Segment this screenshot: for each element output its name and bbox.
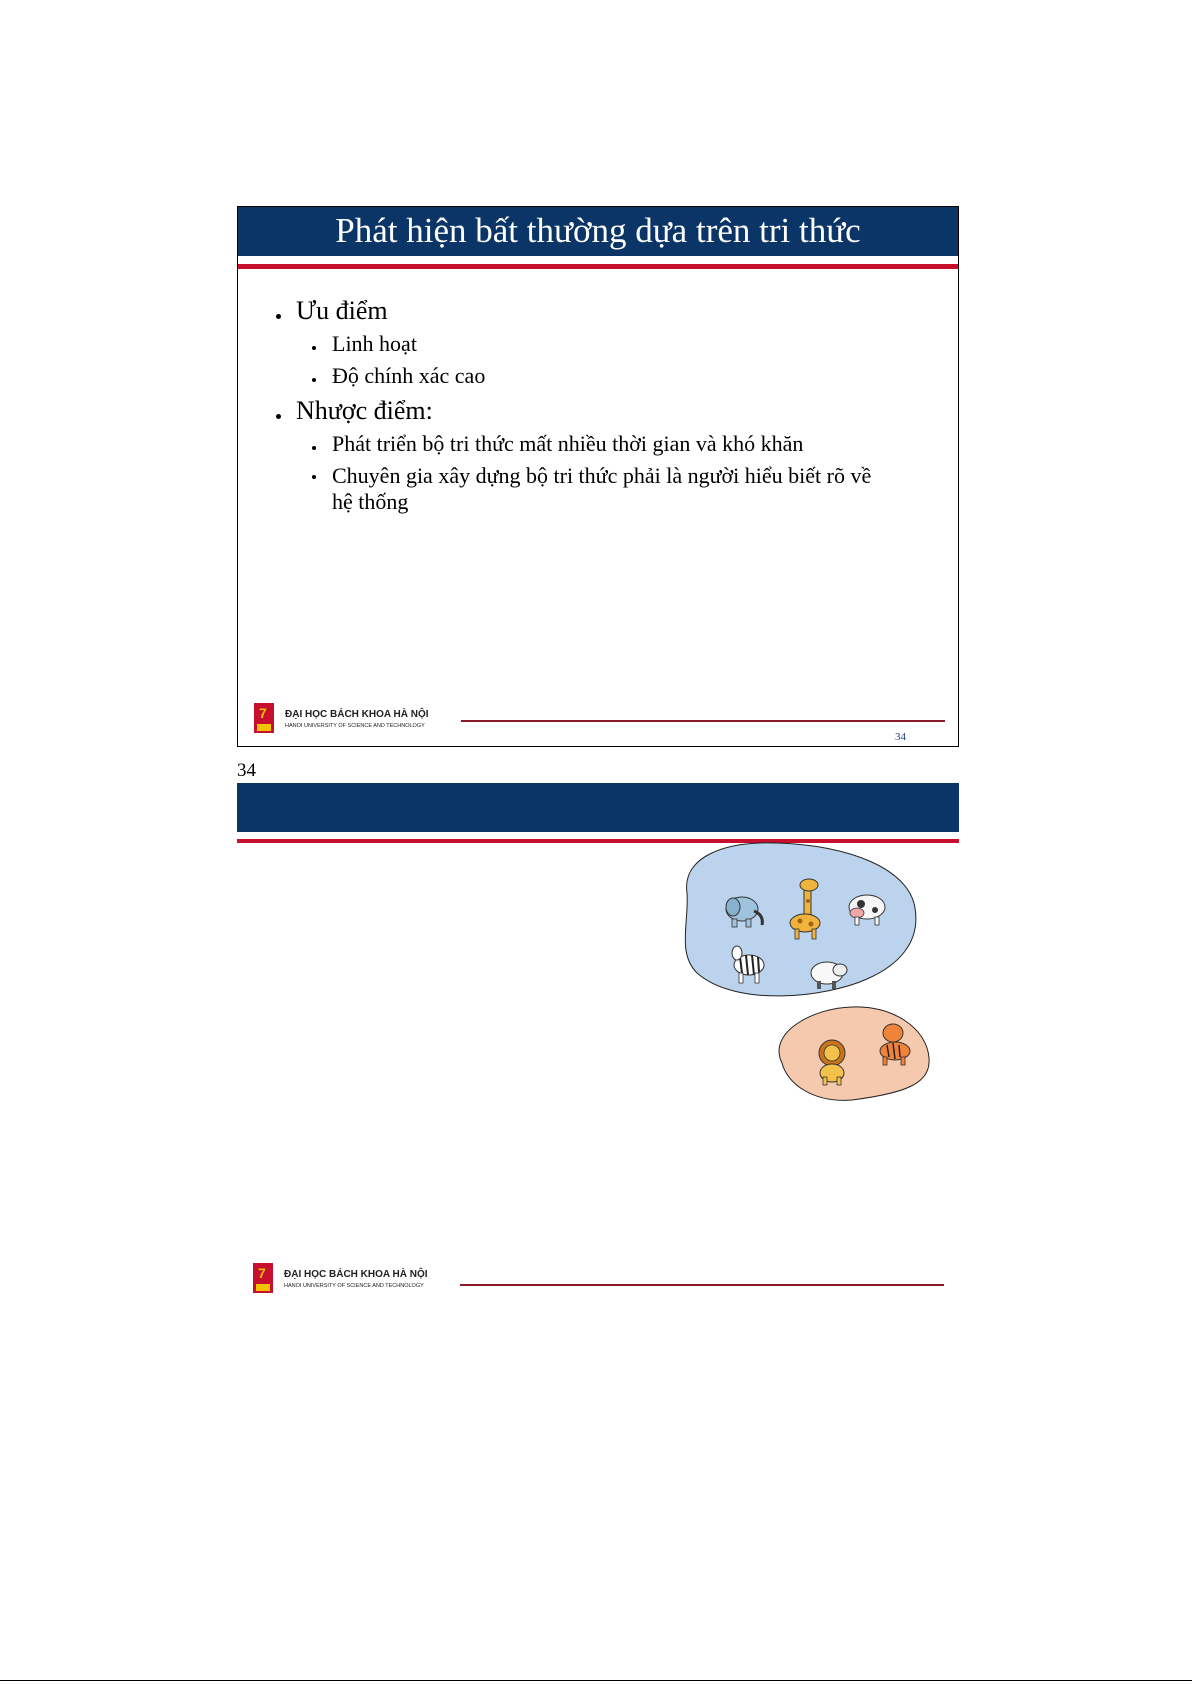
bullet-list — [274, 295, 934, 521]
sub-bullet — [310, 331, 934, 357]
bullet-icon — [312, 446, 316, 450]
university-logo: 7 — [253, 1263, 273, 1293]
university-name-vn: ĐẠI HỌC BÁCH KHOA HÀ NỘI — [285, 709, 429, 720]
bullet-icon — [312, 475, 316, 479]
animal-groups-illustration — [237, 783, 959, 1323]
sub-bullet — [310, 463, 892, 515]
slide-title: Phát hiện bất thường dựa trên tri thức — [335, 211, 861, 250]
footer-rule — [461, 720, 945, 722]
slide-1 — [237, 206, 959, 747]
sub-bullet-text: Độ chính xác cao — [332, 363, 486, 388]
lion-icon — [819, 1040, 845, 1085]
sub-bullet-text: Phát triển bộ tri thức mất nhiều thời gian và khó khăn — [332, 431, 804, 456]
bullet-label: Nhược điểm: — [296, 396, 433, 425]
sub-bullet-text: Linh hoạt — [332, 331, 417, 356]
bullet-advantages — [274, 295, 934, 327]
university-name-vn: ĐẠI HỌC BÁCH KHOA HÀ NỘI — [284, 1269, 428, 1280]
sub-bullet-text: Chuyên gia xây dựng bộ tri thức phải là người hiểu biết rõ về hệ thống — [332, 463, 872, 514]
title-bar — [238, 207, 958, 256]
page-number: 34 — [237, 760, 256, 781]
bullet-icon — [312, 378, 316, 382]
bullet-icon — [312, 346, 316, 350]
university-name-en: HANOI UNIVERSITY OF SCIENCE AND TECHNOLOGY — [285, 723, 425, 729]
slide-2 — [237, 783, 959, 1323]
title-underline — [238, 264, 958, 269]
page-bottom-rule — [0, 1680, 1192, 1681]
sub-bullet — [310, 363, 934, 389]
footer-rule — [460, 1284, 944, 1286]
sub-bullet — [310, 431, 934, 457]
bullet-icon — [276, 414, 281, 419]
bullet-label: Ưu điểm — [296, 296, 388, 325]
bullet-icon — [276, 314, 281, 319]
university-logo: 7 — [254, 703, 274, 733]
university-name-en: HANOI UNIVERSITY OF SCIENCE AND TECHNOLOGY — [284, 1283, 424, 1289]
slide-number: 34 — [895, 731, 906, 743]
bullet-disadvantages — [274, 395, 934, 427]
